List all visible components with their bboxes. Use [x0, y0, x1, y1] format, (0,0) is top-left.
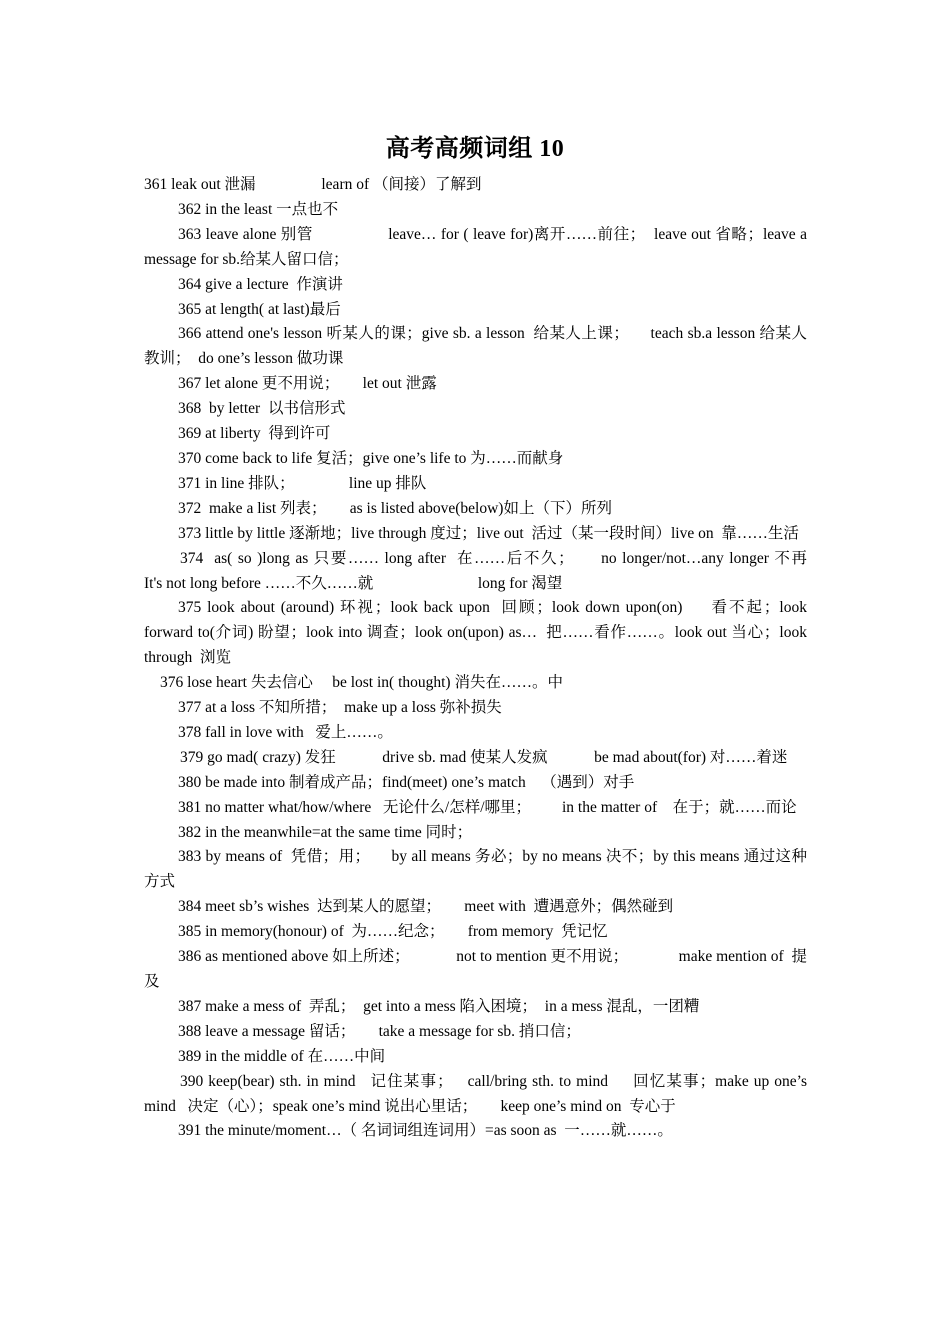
- entry-388: 388 leave a message 留话； take a message for sb. 捎口信；: [178, 1022, 581, 1040]
- entry-366: 366 attend one's lesson 听某人的课；give sb. a lesson 给某人上课； teach sb.a lesson 给某人教训； do one’s lesson 做功课: [144, 325, 807, 368]
- entry-363: 363 leave alone 别管 leave… for ( leave for)离开……前往； leave out 省略；leave a message for sb.给某人留口信；: [144, 225, 811, 268]
- entry-378: 378 fall in love with 爱上……。: [178, 723, 393, 741]
- entry-372: 372 make a list 列表； as is listed above(below)如上（下）所列: [178, 499, 612, 517]
- entry-362: 362 in the least 一点也不: [178, 200, 339, 218]
- entry-373: 373 little by little 逐渐地；live through 度过；live out 活过（某一段时间）live on 靠……生活: [178, 524, 799, 542]
- entry-367: 367 let alone 更不用说； let out 泄露: [178, 375, 437, 393]
- entry-387: 387 make a mess of 弄乱； get into a mess 陷入困境； in a mess 混乱，一团糟: [178, 997, 700, 1015]
- entry-381: 381 no matter what/how/where 无论什么/怎样/哪里； in the matter of 在于；就……而论: [178, 798, 797, 816]
- entry-379: 379 go mad( crazy) 发狂 drive sb. mad 使某人发疯 be mad about(for) 对……着迷: [180, 748, 788, 766]
- entry-375: 375 look about (around) 环视；look back upon 回顾；look down upon(on) 看不起；look forward to(介词) 盼望；look into 调查；look on(upon) as… 把……看作……。look out 当心；look through 浏览: [144, 599, 811, 667]
- entry-377: 377 at a loss 不知所措； make up a loss 弥补损失: [178, 699, 502, 717]
- entry-376: 376 lose heart 失去信心 be lost in( thought) 消失在……。中: [160, 674, 563, 692]
- document-title: 高考高频词组 10: [385, 136, 565, 162]
- entry-385: 385 in memory(honour) of 为……纪念； from memory 凭记忆: [178, 923, 608, 941]
- entry-380: 380 be made into 制着成产品；find(meet) one’s match （遇到）对手: [178, 773, 635, 791]
- entry-369: 369 at liberty 得到许可: [178, 425, 331, 443]
- entry-384: 384 meet sb’s wishes 达到某人的愿望； meet with 遭遇意外；偶然碰到: [178, 898, 674, 916]
- document-body: [144, 173, 862, 1144]
- entry-364: 364 give a lecture 作演讲: [178, 275, 343, 293]
- entry-370: 370 come back to life 复活；give one’s life to 为……而献身: [178, 449, 564, 467]
- entry-365: 365 at length( at last)最后: [178, 300, 341, 318]
- entry-391: 391 the minute/moment…（ 名词词组连词用）=as soon as 一……就……。: [178, 1122, 673, 1140]
- entry-386: 386 as mentioned above 如上所述； not to mention 更不用说； make mention of 提及: [144, 948, 807, 990]
- entry-389: 389 in the middle of 在……中间: [178, 1047, 386, 1065]
- entry-390: 390 keep(bear) sth. in mind 记住某事； call/bring sth. to mind 回忆某事；make up one’s mind 决定（心）；speak one’s mind 说出心里话； keep one’s mind on 专心于: [144, 1072, 811, 1115]
- entry-371: 371 in line 排队； line up 排队: [178, 474, 427, 492]
- entry-383: 383 by means of 凭借；用； by all means 务必；by no means 决不；by this means 通过这种方式: [144, 848, 807, 891]
- entry-382: 382 in the meanwhile=at the same time 同时；: [178, 823, 473, 841]
- entry-374: 374 as( so )long as 只要…… long after 在……后不久； no longer/not…any longer 不再 It's not long before ……不久……就 long for 渴望: [144, 549, 862, 592]
- entry-368: 368 by letter 以书信形式: [178, 400, 346, 418]
- entry-361: 361 leak out 泄漏 learn of （间接）了解到: [144, 176, 482, 193]
